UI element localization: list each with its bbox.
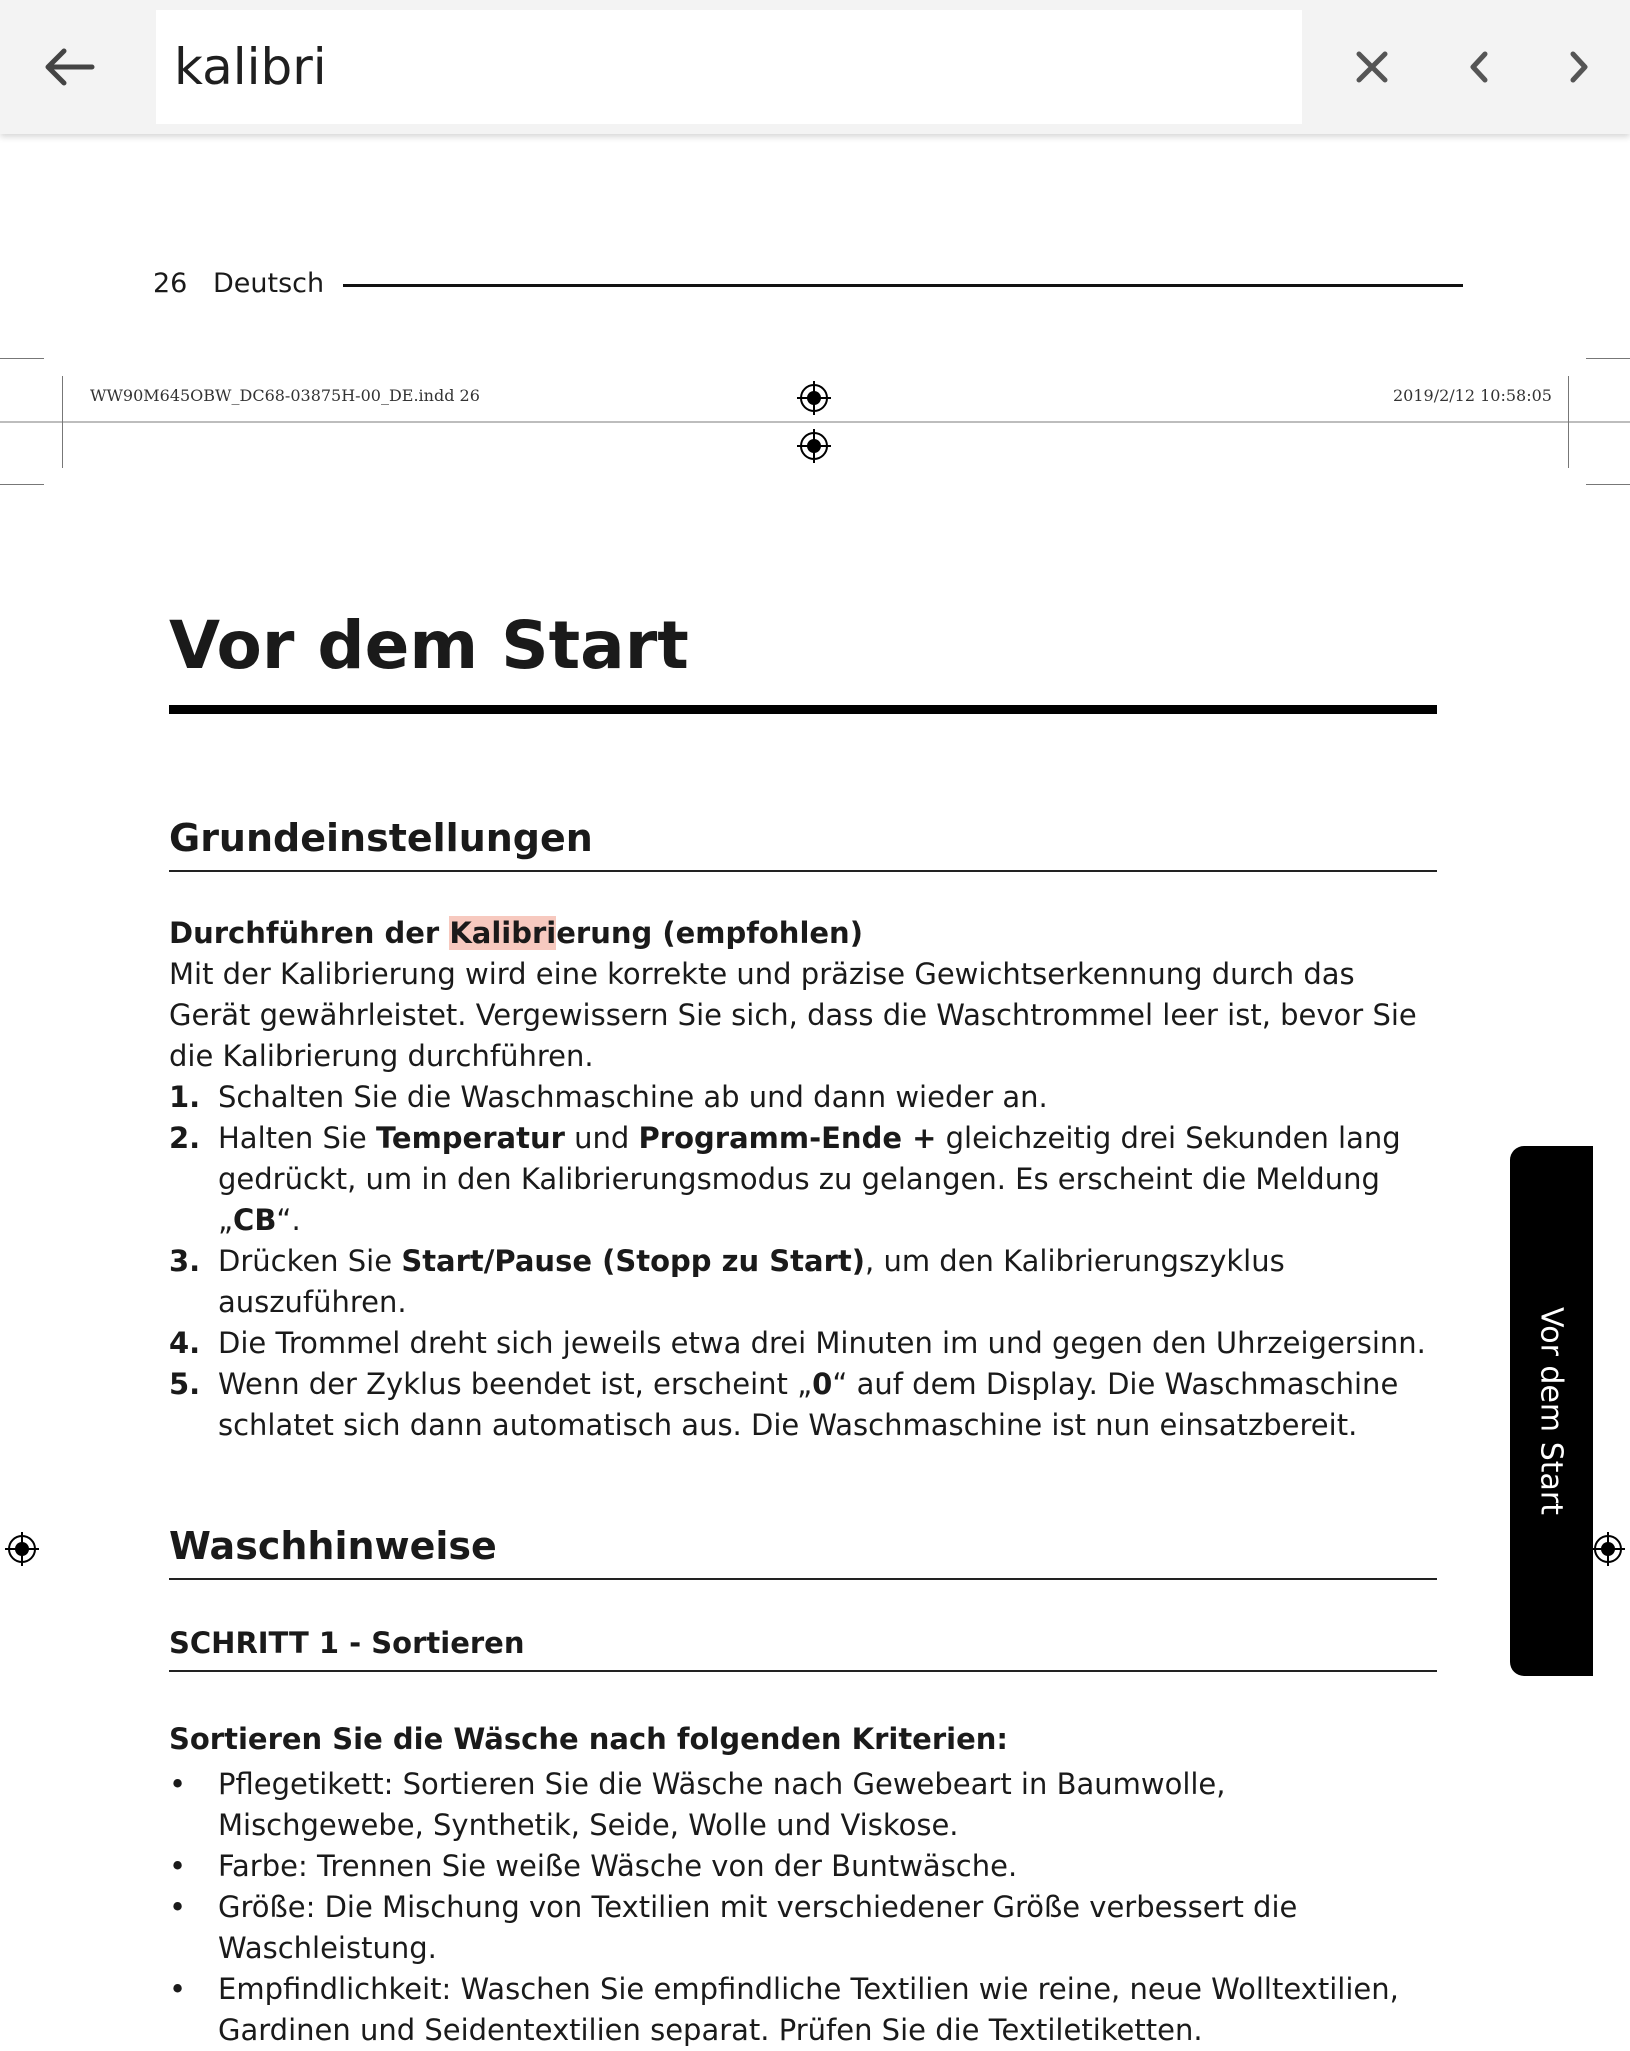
step-bold: Start/Pause (Stopp zu Start) bbox=[401, 1243, 866, 1278]
step-bold: CB bbox=[233, 1202, 277, 1237]
subheading-pre: Durchführen der bbox=[169, 915, 450, 950]
step-number: 2. bbox=[169, 1120, 201, 1155]
step-text: Drücken Sie bbox=[218, 1243, 402, 1278]
page-header bbox=[153, 262, 1463, 306]
back-button[interactable] bbox=[24, 22, 114, 112]
slug-filename: WW90M645OBW_DC68-03875H-00_DE.indd 26 bbox=[90, 386, 480, 405]
list-item bbox=[169, 1241, 1437, 1323]
intro-paragraph: Mit der Kalibrierung wird eine korrekte und präzise Gewichtserkennung durch das Gerät gewährleistet. Vergewissern Sie sich, dass die Waschtrommel leer ist, bevor Sie die Kalibrierung durchführen. bbox=[169, 956, 1417, 1073]
list-item bbox=[169, 1323, 1437, 1364]
step-number: 3. bbox=[169, 1243, 201, 1278]
step-heading-sortieren: SCHRITT 1 - Sortieren bbox=[169, 1626, 1437, 1672]
step-number: 4. bbox=[169, 1325, 201, 1360]
section-title: Vor dem Start bbox=[169, 607, 689, 684]
step-text: Halten Sie bbox=[218, 1120, 376, 1155]
registration-mark-icon bbox=[1591, 1532, 1625, 1566]
slug-datetime: 2019/2/12 10:58:05 bbox=[1393, 386, 1552, 405]
step-text: Die Trommel dreht sich jeweils etwa drei Minuten im und gegen den Uhrzeigersinn. bbox=[218, 1325, 1426, 1360]
search-input[interactable] bbox=[156, 10, 1302, 124]
side-tab-label: Vor dem Start bbox=[1533, 1307, 1569, 1515]
step-bold: Temperatur bbox=[375, 1120, 565, 1155]
list-item: • Farbe: Trennen Sie weiße Wäsche von der Buntwäsche. bbox=[169, 1846, 1437, 1887]
page-content bbox=[169, 607, 1437, 2051]
slug-line bbox=[0, 421, 1630, 423]
step-number: 1. bbox=[169, 1079, 201, 1114]
crop-mark bbox=[1586, 358, 1630, 359]
crop-mark bbox=[1568, 376, 1569, 468]
list-item: • Größe: Die Mischung von Textilien mit verschiedener Größe verbessert die Waschleistung. bbox=[169, 1887, 1437, 1969]
chevron-right-icon bbox=[1567, 50, 1591, 84]
list-item: • Pflegetikett: Sortieren Sie die Wäsche nach Gewebeart in Baumwolle, Mischgewebe, Synthetik, Seide, Wolle und Viskose. bbox=[169, 1764, 1437, 1846]
step-number: 5. bbox=[169, 1366, 201, 1401]
step-text: Schalten Sie die Waschmaschine ab und dann wieder an. bbox=[218, 1079, 1048, 1114]
crop-mark bbox=[62, 376, 63, 468]
list-item: • Empfindlichkeit: Waschen Sie empfindliche Textilien wie reine, neue Wolltextilien, Gardinen und Seidentextilien separat. Prüfen Sie die Textiletiketten. bbox=[169, 1969, 1437, 2051]
subheading-post: erung (empfohlen) bbox=[556, 915, 863, 950]
crop-mark bbox=[0, 358, 44, 359]
crop-mark bbox=[0, 484, 44, 485]
list-item bbox=[169, 1118, 1437, 1241]
crop-mark bbox=[1586, 484, 1630, 485]
heading-grundeinstellungen: Grundeinstellungen bbox=[169, 816, 1437, 872]
search-toolbar bbox=[0, 0, 1630, 134]
close-icon bbox=[1355, 50, 1389, 84]
step-text: und bbox=[564, 1120, 639, 1155]
registration-mark-icon bbox=[5, 1532, 39, 1566]
step-text: , um den Kalibrierungszyklus auszuführen. bbox=[218, 1243, 1285, 1319]
steps-list bbox=[169, 1077, 1437, 1446]
heading-waschhinweise: Waschhinweise bbox=[169, 1524, 1437, 1580]
list-item bbox=[169, 1077, 1437, 1118]
step-bold: 0 bbox=[812, 1366, 833, 1401]
page-number: 26 bbox=[153, 268, 188, 299]
header-rule bbox=[343, 284, 1463, 287]
next-match-button[interactable] bbox=[1542, 22, 1616, 112]
registration-mark-icon bbox=[797, 381, 831, 415]
search-match-highlight: Kalibri bbox=[449, 915, 557, 950]
subheading-kalibrierung bbox=[169, 916, 1437, 950]
registration-mark-icon bbox=[797, 429, 831, 463]
list-item bbox=[169, 1364, 1437, 1446]
chapter-side-tab bbox=[1510, 1146, 1593, 1676]
step-text: “. bbox=[276, 1202, 301, 1237]
clear-search-button[interactable] bbox=[1335, 22, 1409, 112]
step-text: gleichzeitig drei Sekunden lang gedrückt, um in den Kalibrierungsmodus zu gelangen. Es erscheint die Meldung „ bbox=[218, 1120, 1401, 1237]
step-bold: Programm-Ende + bbox=[638, 1120, 937, 1155]
previous-match-button[interactable] bbox=[1442, 22, 1516, 112]
arrow-left-icon bbox=[42, 47, 96, 87]
criteria-heading: Sortieren Sie die Wäsche nach folgenden Kriterien: bbox=[169, 1721, 1009, 1756]
criteria-list bbox=[169, 1764, 1437, 2051]
chevron-left-icon bbox=[1467, 50, 1491, 84]
step-text: “ auf dem Display. Die Waschmaschine schlatet sich dann automatisch aus. Die Waschmaschine ist nun einsatzbereit. bbox=[218, 1366, 1399, 1442]
step-text: Wenn der Zyklus beendet ist, erscheint „ bbox=[218, 1366, 813, 1401]
page-language: Deutsch bbox=[213, 268, 325, 299]
title-rule bbox=[169, 705, 1437, 714]
